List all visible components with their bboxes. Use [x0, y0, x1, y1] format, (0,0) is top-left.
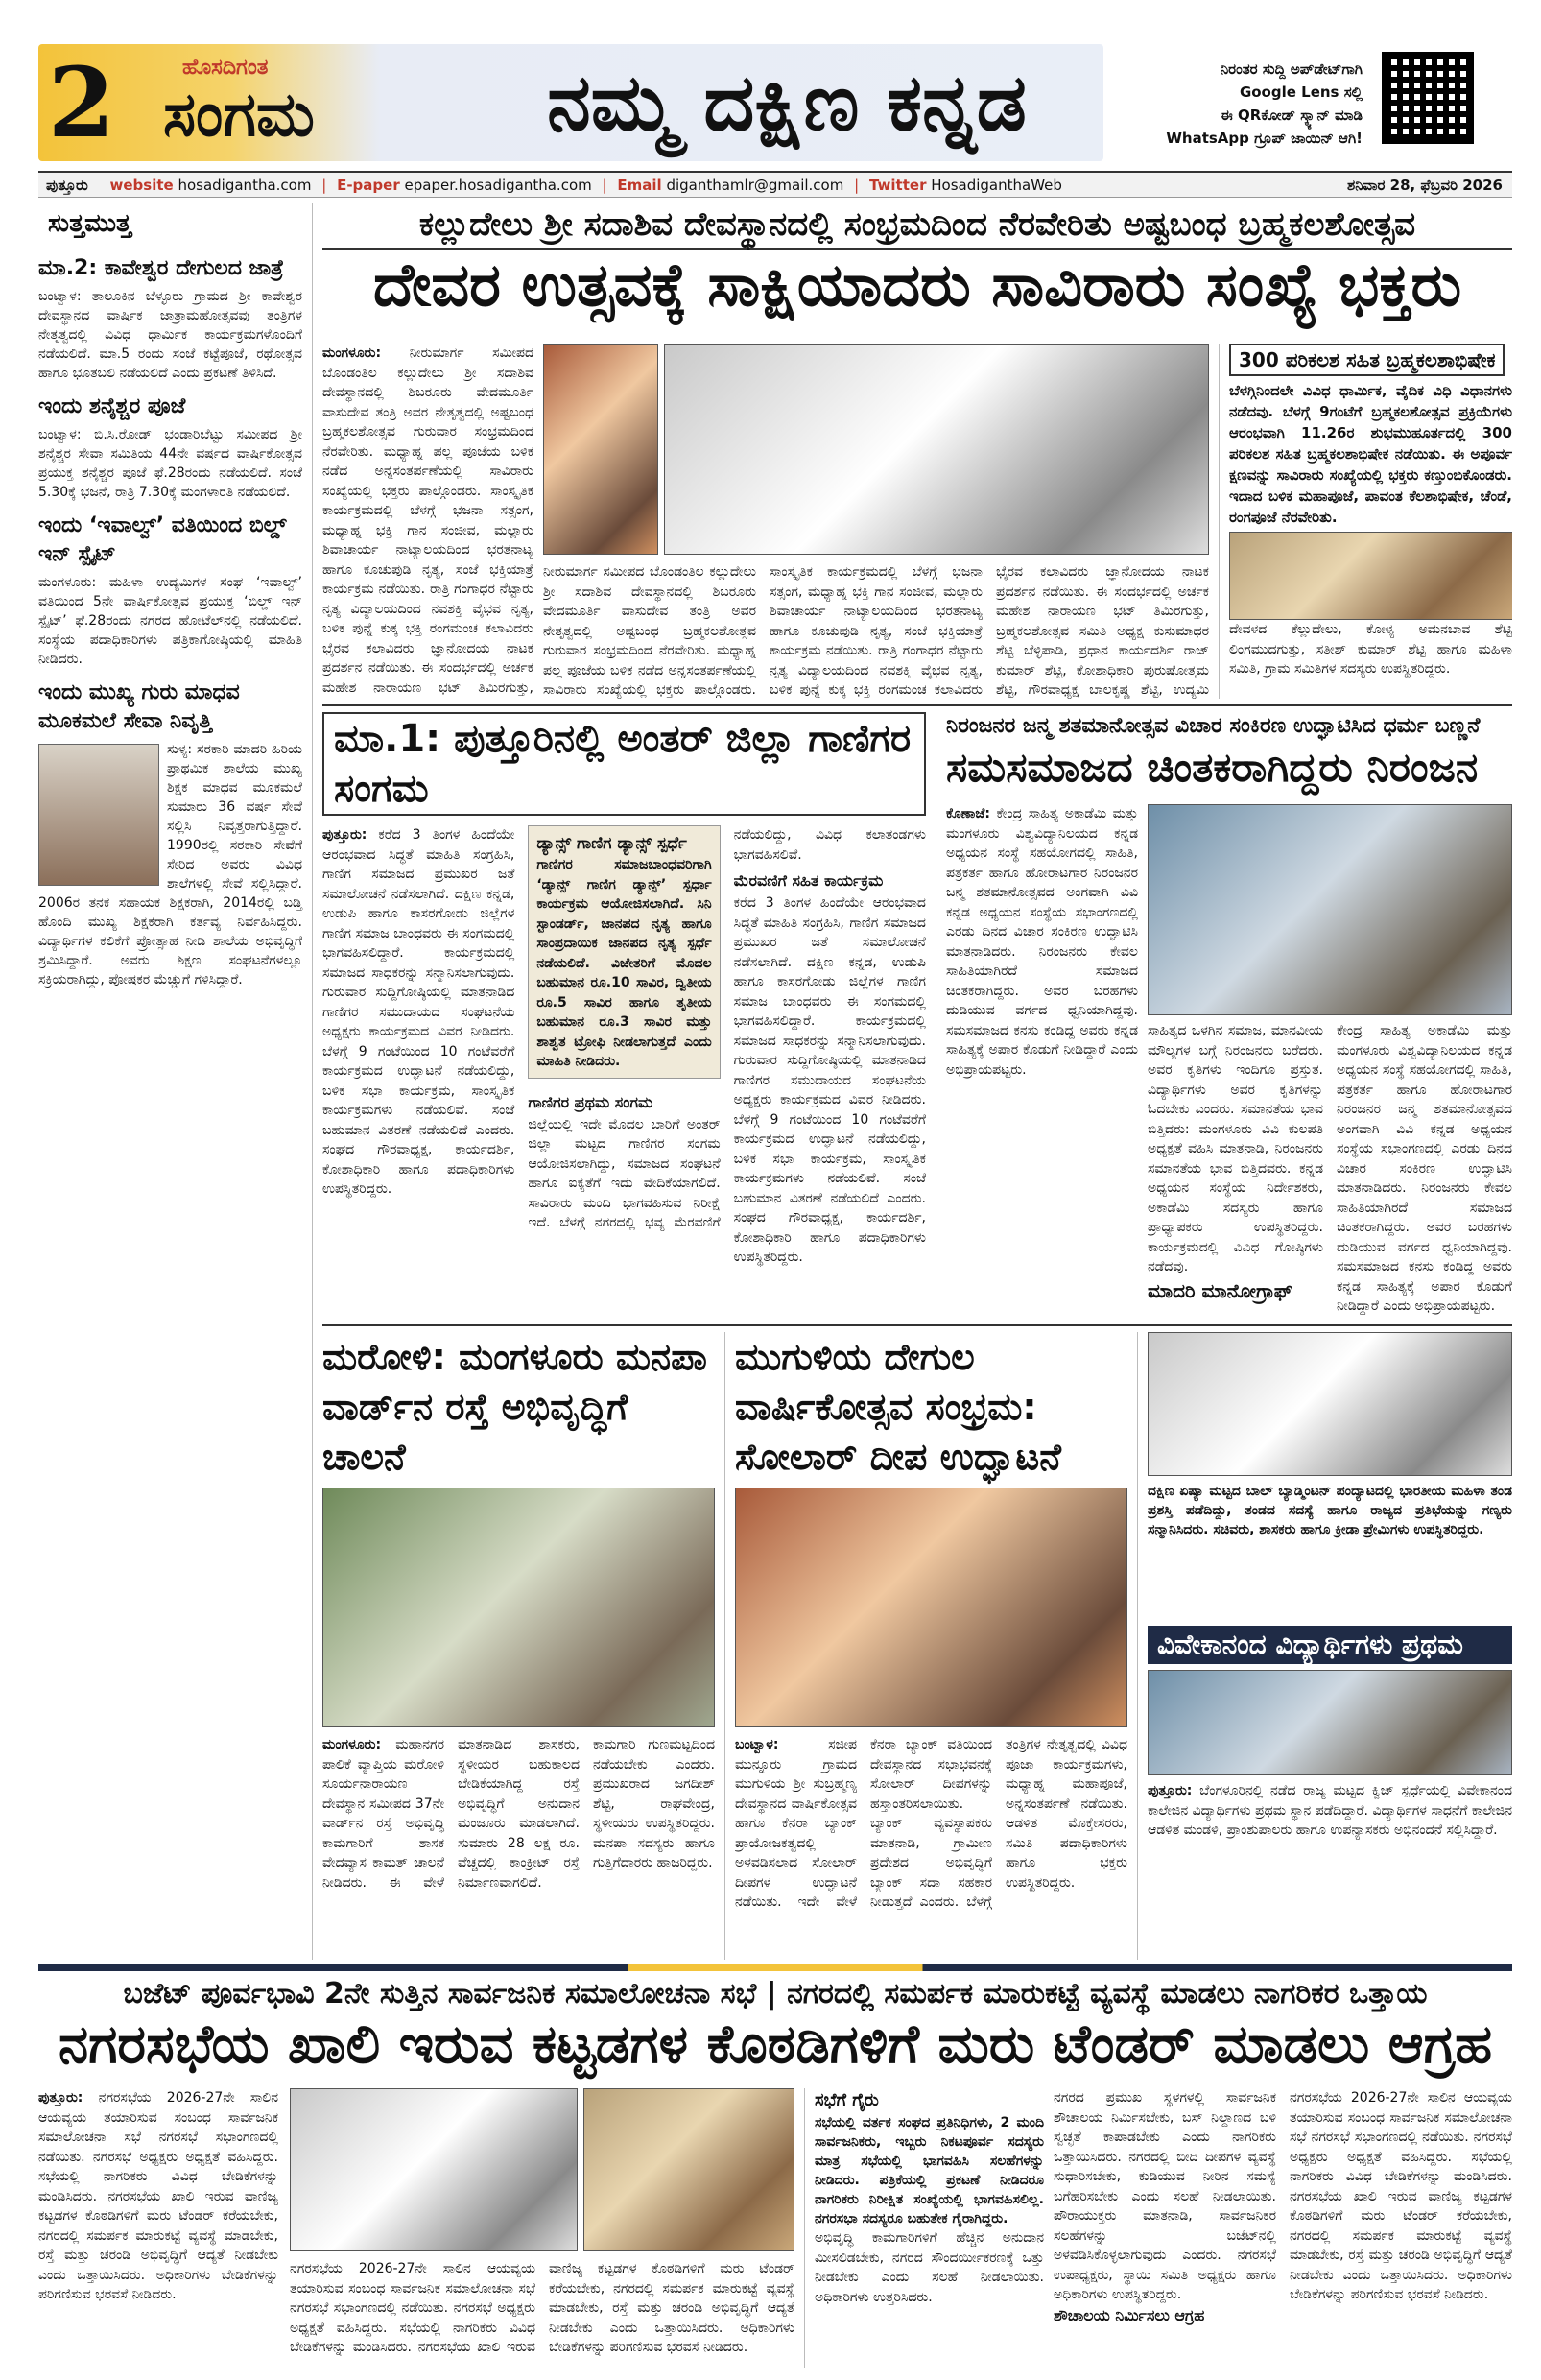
- story-kicker: ಕಲ್ಲುದೇಲು ಶ್ರೀ ಸದಾಶಿವ ದೇವಸ್ಥಾನದಲ್ಲಿ ಸಂಭ್ರಮದಿಂದ ನೆರವೇರಿತು ಅಷ್ಟಬಂಧ ಬ್ರಹ್ಮಕಲಶೋತ್ಸವ: [322, 203, 1512, 250]
- divider: [322, 1324, 1512, 1326]
- brief-text: ಮಂಗಳೂರು: ಮಹಿಳಾ ಉದ್ಯಮಿಗಳ ಸಂಘ ‘ಇವಾಲ್ವ್’ ವತಿಯಿಂದ 5ನೇ ವಾರ್ಷಿಕೋತ್ಸವ ಪ್ರಯುಕ್ತ ‘ಬಿಲ್ಡ್ ಇನ್ ಸ್ಪೈಟ್’ ಫೆ.28ರಂದು ನಗರದ ಹೋಟೆಲ್‌ನಲ್ಲಿ ನಡೆಯಲಿದೆ. ಸಂಸ್ಥೆಯ ಪದಾಧಿಕಾರಿಗಳು ಪತ್ರಿಕಾಗೋಷ್ಠಿಯಲ್ಲಿ ಮಾಹಿತಿ ನೀಡಿದರು.: [38, 575, 302, 667]
- inset-text: ಗಾಣಿಗರ ಸಮಾಜಬಾಂಧವರಿಗಾಗಿ ‘ಡ್ಯಾನ್ಸ್ ಗಾಣಿಗ ಡ್ಯಾನ್ಸ್’ ಸ್ಪರ್ಧಾ ಕಾರ್ಯಕ್ರಮ ಆಯೋಜಿಸಲಾಗಿದೆ. ಸಿನಿ ಸ್ಟಾಂಡರ್ಡ್, ಜಾನಪದ ನೃತ್ಯ ಹಾಗೂ ಸಾಂಪ್ರದಾಯಿಕ ಜಾನಪದ ನೃತ್ಯ ಸ್ಪರ್ಧೆ ನಡೆಯಲಿದೆ. ವಿಜೇತರಿಗೆ ಮೊದಲ ಬಹುಮಾನ ರೂ.10 ಸಾವಿರ, ದ್ವಿತೀಯ ರೂ.5 ಸಾವಿರ ಹಾಗೂ ತೃತೀಯ ಬಹುಮಾನ ರೂ.3 ಸಾವಿರ ಮತ್ತು ಶಾಶ್ವತ ಟ್ರೋಫಿ ನೀಡಲಾಗುತ್ತದೆ ಎಂದು ಮಾಹಿತಿ ನೀಡಿದರು.: [536, 857, 712, 1069]
- top-story: [322, 203, 1512, 706]
- website-link[interactable]: hosadigantha.com: [178, 177, 312, 194]
- brief-headline: ಇಂದು ಮುಖ್ಯ ಗುರು ಮಾಧವ ಮೂಕಮಲೆ ಸೇವಾ ನಿವೃತ್ತಿ: [38, 680, 240, 733]
- city-label: ಪುತ್ತೂರು: [46, 177, 88, 194]
- qr-instructions: ನಿರಂತರ ಸುದ್ದಿ ಅಪ್‌ಡೇಟ್‌ಗಾಗಿ Google Lens ಸಲ್ಲಿ ಈ QRಕೋಡ್ ಸ್ಕ್ಯಾನ್ ಮಾಡಿ WhatsApp ಗ್ರೂಪ್ ಜಾಯಿನ್ ಆಗಿ!: [1166, 60, 1363, 147]
- story-text: ಪುತ್ತೂರು: ಕರೆದ 3 ತಿಂಗಳ ಹಿಂದೆಯೇ ಆರಂಭವಾದ ಸಿದ್ಧತೆ ಮಾಹಿತಿ ಸಂಗ್ರಹಿಸಿ, ಗಾಣಿಗ ಸಮಾಜದ ಪ್ರಮುಖರ ಜತೆ ಸಮಾಲೋಚನೆ ನಡೆಸಲಾಗಿದೆ. ದಕ್ಷಿಣ ಕನ್ನಡ, ಉಡುಪಿ ಹಾಗೂ ಕಾಸರಗೋಡು ಜಿಲ್ಲೆಗಳ ಗಾಣಿಗ ಸಮಾಜ ಬಾಂಧವರು ಈ ಸಂಗಮದಲ್ಲಿ ಭಾಗವಹಿಸಲಿದ್ದಾರೆ. ಕಾರ್ಯಕ್ರಮದಲ್ಲಿ ಸಮಾಜದ ಸಾಧಕರನ್ನು ಸನ್ಮಾನಿಸಲಾಗುವುದು. ಗುರುವಾರ ಸುದ್ದಿಗೋಷ್ಠಿಯಲ್ಲಿ ಮಾತನಾಡಿದ ಗಾಣಿಗರ ಸಮುದಾಯದ ಸಂಘಟನೆಯ ಅಧ್ಯಕ್ಷರು ಕಾರ್ಯಕ್ರಮದ ವಿವರ ನೀಡಿದರು. ಬೆಳಗ್ಗೆ 9 ಗಂಟೆಯಿಂದ 10 ಗಂಟೆವರೆಗೆ ಕಾರ್ಯಕ್ರಮದ ಉದ್ಘಾಟನೆ ನಡೆಯಲಿದ್ದು, ಬಳಿಕ ಸಭಾ ಕಾರ್ಯಕ್ರಮ, ಸಾಂಸ್ಕೃತಿಕ ಕಾರ್ಯಕ್ರಮಗಳು ನಡೆಯಲಿವೆ. ಸಂಜೆ ಬಹುಮಾನ ವಿತರಣೆ ನಡೆಯಲಿದೆ ಎಂದರು. ಸಂಘದ ಗೌರವಾಧ್ಯಕ್ಷ, ಕಾರ್ಯದರ್ಶಿ, ಕೋಶಾಧಿಕಾರಿ ಹಾಗೂ ಪದಾಧಿಕಾರಿಗಳು ಉಪಸ್ಥಿತರಿದ್ದರು.: [322, 827, 515, 1197]
- municipal-council-story: [38, 1975, 1512, 2368]
- story-text-continued: ನಗರದ ಪ್ರಮುಖ ಸ್ಥಳಗಳಲ್ಲಿ ಸಾರ್ವಜನಿಕ ಶೌಚಾಲಯ ನಿರ್ಮಿಸಬೇಕು, ಬಸ್ ನಿಲ್ದಾಣದ ಬಳಿ ಸ್ವಚ್ಛತೆ ಕಾಪಾಡಬೇಕು ಎಂದು ನಾಗರಿಕರು ಒತ್ತಾಯಿಸಿದರು. ನಗರದಲ್ಲಿ ಬೀದಿ ದೀಪಗಳ ವ್ಯವಸ್ಥೆ ಸುಧಾರಿಸಬೇಕು, ಕುಡಿಯುವ ನೀರಿನ ಸಮಸ್ಯೆ ಬಗೆಹರಿಸಬೇಕು ಎಂದು ಸಲಹೆ ನೀಡಲಾಯಿತು. ಪೌರಾಯುಕ್ತರು ಮಾತನಾಡಿ, ಸಾರ್ವಜನಿಕರ ಸಲಹೆಗಳನ್ನು ಬಜೆಟ್‌ನಲ್ಲಿ ಅಳವಡಿಸಿಕೊಳ್ಳಲಾಗುವುದು ಎಂದರು. ನಗರಸಭೆ ಉಪಾಧ್ಯಕ್ಷರು, ಸ್ಥಾಯಿ ಸಮಿತಿ ಅಧ್ಯಕ್ಷರು ಹಾಗೂ ಅಧಿಕಾರಿಗಳು ಉಪಸ್ಥಿತರಿದ್ದರು. ಶೌಚಾಲಯ ನಿರ್ಮಿಸಲು ಆಗ್ರಹ ನಗರಸಭೆಯ 2026-27ನೇ ಸಾಲಿನ ಆಯವ್ಯಯ ತಯಾರಿಸುವ ಸಂಬಂಧ ಸಾರ್ವಜನಿಕ ಸಮಾಲೋಚನಾ ಸಭೆ ನಗರಸಭೆ ಸಭಾಂಗಣದಲ್ಲಿ ನಡೆಯಿತು. ನಗರಸಭೆ ಅಧ್ಯಕ್ಷರು ಅಧ್ಯಕ್ಷತೆ ವಹಿಸಿದ್ದರು. ಸಭೆಯಲ್ಲಿ ನಾಗರಿಕರು ವಿವಿಧ ಬೇಡಿಕೆಗಳನ್ನು ಮಂಡಿಸಿದರು. ನಗರಸಭೆಯ ಖಾಲಿ ಇರುವ ವಾಣಿಜ್ಯ ಕಟ್ಟಡಗಳ ಕೊಠಡಿಗಳಿಗೆ ಮರು ಟೆಂಡರ್ ಕರೆಯಬೇಕು, ನಗರದಲ್ಲಿ ಸಮರ್ಪಕ ಮಾರುಕಟ್ಟೆ ವ್ಯವಸ್ಥೆ ಮಾಡಬೇಕು, ರಸ್ತೆ ಮತ್ತು ಚರಂಡಿ ಅಭಿವೃದ್ಧಿಗೆ ಆದ್ಯತೆ ನೀಡಬೇಕು ಎಂದು ಒತ್ತಾಯಿಸಿದರು. ಅಧಿಕಾರಿಗಳು ಬೇಡಿಕೆಗಳನ್ನು ಪರಿಗಣಿಸುವ ಭರವಸೆ ನೀಡಿದರು.: [1054, 2090, 1512, 2324]
- temple-photo: [735, 1488, 1127, 1727]
- brief-text: ಸುಳ್ಯ: ಸರಕಾರಿ ಮಾದರಿ ಹಿರಿಯ ಪ್ರಾಥಮಿಕ ಶಾಲೆಯ ಮುಖ್ಯ ಶಿಕ್ಷಕ ಮಾಧವ ಮೂಕಮಲೆ ಸುಮಾರು 36 ವರ್ಷ ಸೇವೆ ಸಲ್ಲಿಸಿ ನಿವೃತ್ತರಾಗುತ್ತಿದ್ದಾರೆ. 1990ರಲ್ಲಿ ಸರಕಾರಿ ಸೇವೆಗೆ ಸೇರಿದ ಅವರು ವಿವಿಧ ಶಾಲೆಗಳಲ್ಲಿ ಸೇವೆ ಸಲ್ಲಿಸಿದ್ದಾರೆ. 2006ರ ತನಕ ಸಹಾಯಕ ಶಿಕ್ಷಕರಾಗಿ, 2014ರಲ್ಲಿ ಬಡ್ತಿ ಹೊಂದಿ ಮುಖ್ಯ ಶಿಕ್ಷಕರಾಗಿ ಕರ್ತವ್ಯ ನಿರ್ವಹಿಸಿದ್ದರು. ವಿದ್ಯಾರ್ಥಿಗಳ ಕಲಿಕೆಗೆ ಪ್ರೋತ್ಸಾಹ ನೀಡಿ ಶಾಲೆಯ ಅಭಿವೃದ್ಧಿಗೆ ಶ್ರಮಿಸಿದ್ದಾರೆ. ಅವರು ಶಿಕ್ಷಣ ಸಂಘಟನೆಗಳಲ್ಲೂ ಸಕ್ರಿಯರಾಗಿದ್ದು, ಪೋಷಕರ ಮೆಚ್ಚುಗೆ ಗಳಿಸಿದ್ದಾರೆ.: [38, 742, 302, 988]
- vivekananda-story: [1148, 1626, 1512, 1960]
- supplement-name: ಸಂಗಮ: [163, 80, 315, 151]
- story-headline: ಮರೋಳಿ: ಮಂಗಳೂರು ಮನಪಾ ವಾರ್ಡ್‌ನ ರಸ್ತೆ ಅಭಿವೃದ್ಧಿಗೆ ಚಾಲನೆ: [322, 1336, 707, 1478]
- issue-date: ಶನಿವಾರ 28, ಫೆಬ್ರವರಿ 2026: [1347, 177, 1503, 194]
- subheading: ಮಾದರಿ ಮಾನೋಗ್ರಾಫ್: [1148, 1278, 1293, 1302]
- story-kicker: ನಿರಂಜನರ ಜನ್ಮ ಶತಮಾನೋತ್ಸವ ವಿಚಾರ ಸಂಕಿರಣ ಉದ್ಘಾಟಿಸಿದ ಧರ್ಮ ಬಣ್ಣನೆ: [946, 714, 1481, 738]
- left-briefs-column: [38, 203, 313, 1960]
- story-headline: ಮಾ.1: ಪುತ್ತೂರಿನಲ್ಲಿ ಅಂತರ್ ಜಿಲ್ಲಾ ಗಾಣಿಗರ ಸಂಗಮ: [322, 712, 926, 816]
- sidebar-text: ಅಭಿವೃದ್ಧಿ ಕಾಮಗಾರಿಗಳಿಗೆ ಹೆಚ್ಚಿನ ಅನುದಾನ ಮೀಸಲಿಡಬೇಕು, ನಗರದ ಸೌಂದರ್ಯೀಕರಣಕ್ಕೆ ಒತ್ತು ನೀಡಬೇಕು ಎಂದು ಸಲಹೆ ನೀಡಲಾಯಿತು. ಅಧಿಕಾರಿಗಳು ಉತ್ತರಿಸಿದರು.: [815, 2230, 1044, 2305]
- brief-headline: ಇಂದು ‘ಇವಾಲ್ವ್’ ವತಿಯಿಂದ ಬಿಲ್ಡ್ ಇನ್ ಸ್ಪೈಟ್: [38, 513, 287, 566]
- sidebar-box: [804, 2088, 1044, 2368]
- inset-box: [528, 825, 720, 1079]
- brief-text: ಬಂಟ್ವಾಳ: ತಾಲೂಕಿನ ಬೆಳ್ಳೂರು ಗ್ರಾಮದ ಶ್ರೀ ಕಾವೇಶ್ವರ ದೇವಸ್ಥಾನದ ವಾರ್ಷಿಕ ಜಾತ್ರಾಮಹೋತ್ಸವವು ತಂತ್ರಿಗಳ ನೇತೃತ್ವದಲ್ಲಿ ವಿವಿಧ ಧಾರ್ಮಿಕ ಕಾರ್ಯಕ್ರಮಗಳೊಂದಿಗೆ ನಡೆಯಲಿದೆ. ಮಾ.5 ರಂದು ಸಂಜೆ ಕಟ್ಟೆಪೂಜೆ, ರಥೋತ್ಸವ ಹಾಗೂ ಭೂತಬಲಿ ನಡೆಯಲಿದೆ ಎಂದು ಪ್ರಕಟಣೆ ತಿಳಿಸಿದೆ.: [38, 289, 302, 381]
- students-photo: [1148, 1670, 1512, 1775]
- story-text: ಪುತ್ತೂರು: ಬೆಂಗಳೂರಿನಲ್ಲಿ ನಡೆದ ರಾಜ್ಯ ಮಟ್ಟದ ಕ್ವಿಜ್ ಸ್ಪರ್ಧೆಯಲ್ಲಿ ವಿವೇಕಾನಂದ ಕಾಲೇಜಿನ ವಿದ್ಯಾರ್ಥಿಗಳು ಪ್ರಥಮ ಸ್ಥಾನ ಪಡೆದಿದ್ದಾರೆ. ವಿದ್ಯಾರ್ಥಿಗಳ ಸಾಧನೆಗೆ ಕಾಲೇಜಿನ ಆಡಳಿತ ಮಂಡಳಿ, ಪ್ರಾಂಶುಪಾಲರು ಹಾಗೂ ಉಪನ್ಯಾಸಕರು ಅಭಿನಂದನೆ ಸಲ್ಲಿಸಿದ್ದಾರೆ.: [1148, 1783, 1512, 1838]
- portrait-photo: [38, 744, 159, 886]
- publication-name: ಹೊಸದಿಗಂತ: [182, 56, 269, 80]
- column-title: ಸುತ್ತಮುತ್ತ: [48, 209, 132, 238]
- story-headline: ವಿವೇಕಾನಂದ ವಿದ್ಯಾರ್ಥಿಗಳು ಪ್ರಥಮ: [1148, 1626, 1512, 1664]
- brief-article: [38, 512, 302, 669]
- seminar-photo: [1148, 804, 1512, 1015]
- deity-photo: [543, 344, 658, 555]
- section-divider-band: [38, 1964, 1512, 1971]
- sidebar-text: ದೇವಳದ ಕೆಲ್ಲುದೇಲು, ಕೋಳ್ಯ ಅಮನಬಾವ ಶೆಟ್ಟಿ ಲಿಂಗಮುದಗುತ್ತು, ಸತೀಶ್ ಕುಮಾರ್ ಶೆಟ್ಟಿ ಹಾಗೂ ಮಹಿಳಾ ಸಮಿತಿ, ಗ್ರಾಮ ಸಮಿತಿಗಳ ಸದಸ್ಯರು ಉಪಸ್ಥಿತರಿದ್ದರು.: [1229, 622, 1512, 677]
- photo-caption: ದಕ್ಷಿಣ ಏಷ್ಯಾ ಮಟ್ಟದ ಬಾಲ್ ಬ್ಯಾಡ್ಮಿಂಟನ್ ಪಂದ್ಯಾಟದಲ್ಲಿ ಭಾರತೀಯ ಮಹಿಳಾ ತಂಡ ಪ್ರಶಸ್ತಿ ಪಡೆದಿದ್ದು, ತಂಡದ ಸದಸ್ಯೆ ಹಾಗೂ ರಾಜ್ಯದ ಪ್ರತಿಭೆಯನ್ನು ಗಣ್ಯರು ಸನ್ಮಾನಿಸಿದರು. ಸಚಿವರು, ಶಾಸಕರು ಹಾಗೂ ಕ್ರೀಡಾ ಪ್ರೇಮಿಗಳು ಉಪಸ್ಥಿತರಿದ್ದರು.: [1148, 1484, 1512, 1537]
- road-inauguration-photo: [322, 1488, 715, 1727]
- sidebar-lead: ಸಭೆಯಲ್ಲಿ ವರ್ತಕ ಸಂಘದ ಪ್ರತಿನಿಧಿಗಳು, 2 ಮಂದಿ ಸಾರ್ವಜನಿಕರು, ಇಬ್ಬರು ನಿಕಟಪೂರ್ವ ಸದಸ್ಯರು ಮಾತ್ರ ಸಭೆಯಲ್ಲಿ ಭಾಗವಹಿಸಿ ಸಲಹೆಗಳನ್ನು ನೀಡಿದರು. ಪತ್ರಿಕೆಯಲ್ಲಿ ಪ್ರಕಟಣೆ ನೀಡಿದರೂ ನಾಗರಿಕರು ನಿರೀಕ್ಷಿತ ಸಂಖ್ಯೆಯಲ್ಲಿ ಭಾಗವಹಿಸಲಿಲ್ಲ. ನಗರಸಭಾ ಸದಸ್ಯರೂ ಬಹುತೇಕ ಗೈರಾಗಿದ್ದರು.: [815, 2115, 1044, 2226]
- twitter-link[interactable]: HosadiganthaWeb: [931, 177, 1062, 194]
- brief-article: [38, 254, 302, 383]
- ceremony-photo: [664, 344, 1209, 555]
- subheading: ಗಾಣಿಗರ ಪ್ರಥಮ ಸಂಗಮ: [528, 1092, 653, 1111]
- subheading: ಶೌಚಾಲಯ ನಿರ್ಮಿಸಲು ಆಗ್ರಹ: [1054, 2305, 1205, 2324]
- story-headline: ದೇವರ ಉತ್ಸವಕ್ಕೆ ಸಾಕ್ಷಿಯಾದರು ಸಾವಿರಾರು ಸಂಖ್ಯೆ ಭಕ್ತರು: [372, 250, 1462, 320]
- sidebar-photo: [1229, 532, 1512, 620]
- story-text: ಮಂಗಳೂರು: ಮಹಾನಗರ ಪಾಲಿಕೆ ವ್ಯಾಪ್ತಿಯ ಮರೋಳಿ ಸೂರ್ಯನಾರಾಯಣ ದೇವಸ್ಥಾನ ಸಮೀಪದ 37ನೇ ವಾರ್ಡ್‌ನ ರಸ್ತೆ ಅಭಿವೃದ್ಧಿ ಕಾಮಗಾರಿಗೆ ಶಾಸಕ ವೇದವ್ಯಾಸ ಕಾಮತ್ ಚಾಲನೆ ನೀಡಿದರು. ಈ ವೇಳೆ ಮಾತನಾಡಿದ ಶಾಸಕರು, ಸ್ಥಳೀಯರ ಬಹುಕಾಲದ ಬೇಡಿಕೆಯಾಗಿದ್ದ ರಸ್ತೆ ಅಭಿವೃದ್ಧಿಗೆ ಅನುದಾನ ಮಂಜೂರು ಮಾಡಲಾಗಿದೆ. ಸುಮಾರು 28 ಲಕ್ಷ ರೂ. ವೆಚ್ಚದಲ್ಲಿ ಕಾಂಕ್ರೀಟ್ ರಸ್ತೆ ನಿರ್ಮಾಣವಾಗಲಿದೆ. ಕಾಮಗಾರಿ ಗುಣಮಟ್ಟದಿಂದ ನಡೆಯಬೇಕು ಎಂದರು. ಪ್ರಮುಖರಾದ ಜಗದೀಶ್ ಶೆಟ್ಟಿ, ರಾಘವೇಂದ್ರ, ಸ್ಥಳೀಯರು ಉಪಸ್ಥಿತರಿದ್ದರು. ಮನಪಾ ಸದಸ್ಯರು ಹಾಗೂ ಗುತ್ತಿಗೆದಾರರು ಹಾಜರಿದ್ದರು.: [322, 1737, 715, 1891]
- niranjana-story: [946, 712, 1512, 1322]
- qr-code-icon[interactable]: [1382, 52, 1474, 144]
- story-text: ಜಿಲ್ಲೆಯಲ್ಲಿ ಇದೇ ಮೊದಲ ಬಾರಿಗೆ ಅಂತರ್ ಜಿಲ್ಲಾ ಮಟ್ಟದ ಗಾಣಿಗರ ಸಂಗಮ ಆಯೋಜಿಸಲಾಗಿದ್ದು, ಸಮಾಜದ ಸಂಘಟನೆ ಹಾಗೂ ಐಕ್ಯತೆಗೆ ಇದು ವೇದಿಕೆಯಾಗಲಿದೆ. ಸಾವಿರಾರು ಮಂದಿ ಭಾಗವಹಿಸುವ ನಿರೀಕ್ಷೆ ಇದೆ. ಬೆಳಗ್ಗೆ ನಗರದಲ್ಲಿ ಭವ್ಯ ಮೆರವಣಿಗೆ ನಡೆಯಲಿದ್ದು, ವಿವಿಧ ಕಲಾತಂಡಗಳು ಭಾಗವಹಿಸಲಿವೆ.: [528, 827, 926, 1230]
- story-headline: ನಗರಸಭೆಯ ಖಾಲಿ ಇರುವ ಕಟ್ಟಡಗಳ ಕೊಠಡಿಗಳಿಗೆ ಮರು ಟೆಂಡರ್ ಮಾಡಲು ಆಗ್ರಹ: [58, 2013, 1493, 2076]
- ganiga-story: [322, 712, 936, 1322]
- sidebar-lead: ಬೆಳಗ್ಗಿನಿಂದಲೇ ವಿವಿಧ ಧಾರ್ಮಿಕ, ವೈದಿಕ ವಿಧಿ ವಿಧಾನಗಳು ನಡೆದವು. ಬೆಳಗ್ಗೆ 9ಗಂಟೆಗೆ ಬ್ರಹ್ಮಕಲಶೋತ್ಸವ ಪ್ರಕ್ರಿಯೆಗಳು ಆರಂಭವಾಗಿ 11.26ರ ಶುಭಮುಹೂರ್ತದಲ್ಲಿ 300 ಪರಿಕಲಶ ಸಹಿತ ಬ್ರಹ್ಮಕಲಶಾಭಿಷೇಕ ನಡೆಯಿತು. ಈ ಅಪೂರ್ವ ಕ್ಷಣವನ್ನು ಸಾವಿರಾರು ಸಂಖ್ಯೆಯಲ್ಲಿ ಭಕ್ತರು ಕಣ್ತುಂಬಿಕೊಂಡರು. ಇದಾದ ಬಳಿಕ ಮಹಾಪೂಜೆ, ಪಾವಂತ ಕೆಲಶಾಭಿಷೇಕ, ಚೆಂಡೆ, ರಂಗಪೂಜೆ ನೆರವೇರಿತು.: [1229, 382, 1512, 526]
- brief-headline: ಇಂದು ಶನೈಶ್ಚರ ಪೂಜೆ: [38, 394, 186, 418]
- story-text: ಮಂಗಳೂರು: ನೀರುಮಾರ್ಗ ಸಮೀಪದ ಬೊಂಡಂತಿಲ ಕಲ್ಲುದೇಲು ಶ್ರೀ ಸದಾಶಿವ ದೇವಸ್ಥಾನದಲ್ಲಿ ಶಿಬರೂರು ವೇದಮೂರ್ತಿ ವಾಸುದೇವ ತಂತ್ರಿ ಅವರ ನೇತೃತ್ವದಲ್ಲಿ ಅಷ್ಟಬಂಧ ಬ್ರಹ್ಮಕಲಶೋತ್ಸವ ಗುರುವಾರ ಸಂಭ್ರಮದಿಂದ ನೆರವೇರಿತು. ಮಧ್ಯಾಹ್ನ ಪಲ್ಲ ಪೂಜೆಯ ಬಳಿಕ ನಡೆದ ಅನ್ನಸಂತರ್ಪಣೆಯಲ್ಲಿ ಸಾವಿರಾರು ಸಂಖ್ಯೆಯಲ್ಲಿ ಭಕ್ತರು ಪಾಲ್ಗೊಂಡರು. ಸಾಂಸ್ಕೃತಿಕ ಕಾರ್ಯಕ್ರಮದಲ್ಲಿ ಬೆಳಗ್ಗೆ ಭಜನಾ ಸತ್ಸಂಗ, ಮಧ್ಯಾಹ್ನ ಭಕ್ತಿ ಗಾನ ಸಂಜೀವ, ಮಲ್ಲಾರು ಶಿವಾಚಾರ್ಯ ನಾಟ್ಯಾಲಯದಿಂದ ಭರತನಾಟ್ಯ ಹಾಗೂ ಕೂಚುಪುಡಿ ನೃತ್ಯ, ಸಂಜೆ ಭಕ್ತಿಯಾತ್ರೆ ಕಾರ್ಯಕ್ರಮ ನಡೆಯಿತು. ರಾತ್ರಿ ಗಂಗಾಧರ ನೆಟ್ಟಾರು ನೃತ್ಯ ವಿದ್ಯಾಲಯದಿಂದ ನವಶಕ್ತಿ ವೈಭವ ನೃತ್ಯ, ಬಳಿಕ ಪುನ್ನೆ ಕುಕ್ಕ ಭಕ್ತಿ ರಂಗಮಂಚ ಕಲಾವಿದರು ಭೈರವ ಕಲಾವಿದರು ಜ್ಞಾನೋದಯ ನಾಟಕ ಪ್ರದರ್ಶನ ನಡೆಯಿತು. ಈ ಸಂದರ್ಭದಲ್ಲಿ ಅರ್ಚಕ ಮಹೇಶ ನಾರಾಯಣ ಭಟ್ ತಿಮಿರಗುತ್ತು,: [322, 345, 533, 696]
- story-text: ಬಂಟ್ವಾಳ: ಸಜೀಪ ಮುನ್ನೂರು ಗ್ರಾಮದ ಮುಗುಳಿಯ ಶ್ರೀ ಸುಬ್ರಹ್ಮಣ್ಯ ದೇವಸ್ಥಾನದ ವಾರ್ಷಿಕೋತ್ಸವ ಹಾಗೂ ಕೆನರಾ ಬ್ಯಾಂಕ್ ಪ್ರಾಯೋಜಕತ್ವದಲ್ಲಿ ಅಳವಡಿಸಲಾದ ಸೋಲಾರ್ ದೀಪಗಳ ಉದ್ಘಾಟನೆ ನಡೆಯಿತು. ಇದೇ ವೇಳೆ ಕೆನರಾ ಬ್ಯಾಂಕ್ ವತಿಯಿಂದ ದೇವಸ್ಥಾನದ ಸಭಾಭವನಕ್ಕೆ ಸೋಲಾರ್ ದೀಪಗಳನ್ನು ಹಸ್ತಾಂತರಿಸಲಾಯಿತು. ಬ್ಯಾಂಕ್ ವ್ಯವಸ್ಥಾಪಕರು ಮಾತನಾಡಿ, ಗ್ರಾಮೀಣ ಪ್ರದೇಶದ ಅಭಿವೃದ್ಧಿಗೆ ಬ್ಯಾಂಕ್ ಸದಾ ಸಹಕಾರ ನೀಡುತ್ತದೆ ಎಂದರು. ಬೆಳಗ್ಗೆ ತಂತ್ರಿಗಳ ನೇತೃತ್ವದಲ್ಲಿ ವಿವಿಧ ಪೂಜಾ ಕಾರ್ಯಕ್ರಮಗಳು, ಮಧ್ಯಾಹ್ನ ಮಹಾಪೂಜೆ, ಅನ್ನಸಂತರ್ಪಣೆ ನಡೆಯಿತು. ಆಡಳಿತ ಮೊಕ್ತೇಸರರು, ಸಮಿತಿ ಪದಾಧಿಕಾರಿಗಳು ಹಾಗೂ ಭಕ್ತರು ಉಪಸ್ಥಿತರಿದ್ದರು.: [735, 1737, 1127, 1910]
- inset-title: ಡ್ಯಾನ್ಸ್ ಗಾಣಿಗ ಡ್ಯಾನ್ಸ್ ಸ್ಪರ್ಧೆ: [536, 834, 687, 853]
- section-title: ನಮ್ಮ ದಕ್ಷಿಣ ಕನ್ನಡ: [547, 58, 1027, 149]
- story-text-continued: ಸಾಹಿತ್ಯದ ಒಳಗಿನ ಸಮಾಜ, ಮಾನವೀಯ ಮೌಲ್ಯಗಳ ಬಗ್ಗೆ ನಿರಂಜನರು ಬರೆದರು. ಅವರ ಕೃತಿಗಳು ಇಂದಿಗೂ ಪ್ರಸ್ತುತ. ವಿದ್ಯಾರ್ಥಿಗಳು ಅವರ ಕೃತಿಗಳನ್ನು ಓದಬೇಕು ಎಂದರು. ಸಮಾನತೆಯ ಭಾವ ಬಿತ್ತಿದರು: ಮಂಗಳೂರು ವಿವಿ ಕುಲಪತಿ ಅಧ್ಯಕ್ಷತೆ ವಹಿಸಿ ಮಾತನಾಡಿ, ನಿರಂಜನರು ಸಮಾನತೆಯ ಭಾವ ಬಿತ್ತಿದವರು. ಕನ್ನಡ ಅಧ್ಯಯನ ಸಂಸ್ಥೆಯ ನಿರ್ದೇಶಕರು, ಅಕಾಡೆಮಿ ಸದಸ್ಯರು ಹಾಗೂ ಪ್ರಾಧ್ಯಾಪಕರು ಉಪಸ್ಥಿತರಿದ್ದರು. ಕಾರ್ಯಕ್ರಮದಲ್ಲಿ ವಿವಿಧ ಗೋಷ್ಠಿಗಳು ನಡೆದವು. ಮಾದರಿ ಮಾನೋಗ್ರಾಫ್ ಕೇಂದ್ರ ಸಾಹಿತ್ಯ ಅಕಾಡೆಮಿ ಮತ್ತು ಮಂಗಳೂರು ವಿಶ್ವವಿದ್ಯಾನಿಲಯದ ಕನ್ನಡ ಅಧ್ಯಯನ ಸಂಸ್ಥೆ ಸಹಯೋಗದಲ್ಲಿ ಸಾಹಿತಿ, ಪತ್ರಕರ್ತ ಹಾಗೂ ಹೋರಾಟಗಾರ ನಿರಂಜನರ ಜನ್ಮ ಶತಮಾನೋತ್ಸವದ ಅಂಗವಾಗಿ ವಿವಿ ಕನ್ನಡ ಅಧ್ಯಯನ ಸಂಸ್ಥೆಯ ಸಭಾಂಗಣದಲ್ಲಿ ಎರಡು ದಿನದ ವಿಚಾರ ಸಂಕಿರಣ ಉದ್ಘಾಟಿಸಿ ಮಾತನಾಡಿದರು. ನಿರಂಜನರು ಕೇವಲ ಸಾಹಿತಿಯಾಗಿರದೆ ಸಮಾಜದ ಚಿಂತಕರಾಗಿದ್ದರು. ಅವರ ಬರಹಗಳು ದುಡಿಯುವ ವರ್ಗದ ಧ್ವನಿಯಾಗಿದ್ದವು. ಸಮಸಮಾಜದ ಕನಸು ಕಂಡಿದ್ದ ಅವರು ಕನ್ನಡ ಸಾಹಿತ್ಯಕ್ಕೆ ಅಪಾರ ಕೊಡುಗೆ ನೀಡಿದ್ದಾರೆ ಎಂದು ಅಭಿಪ್ರಾಯಪಟ್ಟರು.: [1148, 1023, 1512, 1314]
- story-text-continued: ನೀರುಮಾರ್ಗ ಸಮೀಪದ ಬೊಂಡಂತಿಲ ಕಲ್ಲುದೇಲು ಶ್ರೀ ಸದಾಶಿವ ದೇವಸ್ಥಾನದಲ್ಲಿ ಶಿಬರೂರು ವೇದಮೂರ್ತಿ ವಾಸುದೇವ ತಂತ್ರಿ ಅವರ ನೇತೃತ್ವದಲ್ಲಿ ಅಷ್ಟಬಂಧ ಬ್ರಹ್ಮಕಲಶೋತ್ಸವ ಗುರುವಾರ ಸಂಭ್ರಮದಿಂದ ನೆರವೇರಿತು. ಮಧ್ಯಾಹ್ನ ಪಲ್ಲ ಪೂಜೆಯ ಬಳಿಕ ನಡೆದ ಅನ್ನಸಂತರ್ಪಣೆಯಲ್ಲಿ ಸಾವಿರಾರು ಸಂಖ್ಯೆಯಲ್ಲಿ ಭಕ್ತರು ಪಾಲ್ಗೊಂಡರು. ಸಾಂಸ್ಕೃತಿಕ ಕಾರ್ಯಕ್ರಮದಲ್ಲಿ ಬೆಳಗ್ಗೆ ಭಜನಾ ಸತ್ಸಂಗ, ಮಧ್ಯಾಹ್ನ ಭಕ್ತಿ ಗಾನ ಸಂಜೀವ, ಮಲ್ಲಾರು ಶಿವಾಚಾರ್ಯ ನಾಟ್ಯಾಲಯದಿಂದ ಭರತನಾಟ್ಯ ಹಾಗೂ ಕೂಚುಪುಡಿ ನೃತ್ಯ, ಸಂಜೆ ಭಕ್ತಿಯಾತ್ರೆ ಕಾರ್ಯಕ್ರಮ ನಡೆಯಿತು. ರಾತ್ರಿ ಗಂಗಾಧರ ನೆಟ್ಟಾರು ನೃತ್ಯ ವಿದ್ಯಾಲಯದಿಂದ ನವಶಕ್ತಿ ವೈಭವ ನೃತ್ಯ, ಬಳಿಕ ಪುನ್ನೆ ಕುಕ್ಕ ಭಕ್ತಿ ರಂಗಮಂಚ ಕಲಾವಿದರು ಭೈರವ ಕಲಾವಿದರು ಜ್ಞಾನೋದಯ ನಾಟಕ ಪ್ರದರ್ಶನ ನಡೆಯಿತು. ಈ ಸಂದರ್ಭದಲ್ಲಿ ಅರ್ಚಕ ಮಹೇಶ ನಾರಾಯಣ ಭಟ್ ತಿಮಿರಗುತ್ತು, ಬ್ರಹ್ಮಕಲಶೋತ್ಸವ ಸಮಿತಿ ಅಧ್ಯಕ್ಷ ಕುಸುಮಾಧರ ಶೆಟ್ಟಿ ಬೆಳ್ಳಿಪಾಡಿ, ಪ್ರಧಾನ ಕಾರ್ಯದರ್ಶಿ ರಾಜ್ ಕುಮಾರ್ ಶೆಟ್ಟಿ, ಕೋಶಾಧಿಕಾರಿ ಪುರುಷೋತ್ತಮ ಶೆಟ್ಟಿ, ಗೌರವಾಧ್ಯಕ್ಷ ಬಾಲಕೃಷ್ಣ ಶೆಟ್ಟಿ, ಉದ್ಯಮಿ: [543, 564, 1209, 698]
- maroli-story: [322, 1332, 725, 1960]
- sidebar-title: ಸಭೆಗೆ ಗೈರು: [815, 2090, 879, 2110]
- story-text-continued: ನಗರಸಭೆಯ 2026-27ನೇ ಸಾಲಿನ ಆಯವ್ಯಯ ತಯಾರಿಸುವ ಸಂಬಂಧ ಸಾರ್ವಜನಿಕ ಸಮಾಲೋಚನಾ ಸಭೆ ನಗರಸಭೆ ಸಭಾಂಗಣದಲ್ಲಿ ನಡೆಯಿತು. ನಗರಸಭೆ ಅಧ್ಯಕ್ಷರು ಅಧ್ಯಕ್ಷತೆ ವಹಿಸಿದ್ದರು. ಸಭೆಯಲ್ಲಿ ನಾಗರಿಕರು ವಿವಿಧ ಬೇಡಿಕೆಗಳನ್ನು ಮಂಡಿಸಿದರು. ನಗರಸಭೆಯ ಖಾಲಿ ಇರುವ ವಾಣಿಜ್ಯ ಕಟ್ಟಡಗಳ ಕೊಠಡಿಗಳಿಗೆ ಮರು ಟೆಂಡರ್ ಕರೆಯಬೇಕು, ನಗರದಲ್ಲಿ ಸಮರ್ಪಕ ಮಾರುಕಟ್ಟೆ ವ್ಯವಸ್ಥೆ ಮಾಡಬೇಕು, ರಸ್ತೆ ಮತ್ತು ಚರಂಡಿ ಅಭಿವೃದ್ಧಿಗೆ ಆದ್ಯತೆ ನೀಡಬೇಕು ಎಂದು ಒತ್ತಾಯಿಸಿದರು. ಅಧಿಕಾರಿಗಳು ಬೇಡಿಕೆಗಳನ್ನು ಪರಿಗಣಿಸುವ ಭರವಸೆ ನೀಡಿದರು.: [290, 2261, 794, 2355]
- muguli-temple-story: [735, 1332, 1138, 1960]
- meeting-photo: [583, 2088, 794, 2251]
- brief-text: ಬಂಟ್ವಾಳ: ಬಿ.ಸಿ.ರೋಡ್ ಭಂಡಾರಿಬೆಟ್ಟು ಸಮೀಪದ ಶ್ರೀ ಶನೈಶ್ಚರ ಸೇವಾ ಸಮಿತಿಯ 44ನೇ ವರ್ಷದ ವಾರ್ಷಿಕೋತ್ಸವ ಪ್ರಯುಕ್ತ ಶನೈಶ್ಚರ ಪೂಜೆ ಫೆ.28ರಂದು ನಡೆಯಲಿದೆ. ಸಂಜೆ 5.30ಕ್ಕೆ ಭಜನೆ, ರಾತ್ರಿ 7.30ಕ್ಕೆ ಮಂಗಳಾರತಿ ನಡೆಯಲಿದೆ.: [38, 427, 302, 500]
- epaper-link[interactable]: epaper.hosadigantha.com: [404, 177, 592, 194]
- sidebar-box: [1219, 344, 1512, 699]
- story-text: ಕೊಣಾಜೆ: ಕೇಂದ್ರ ಸಾಹಿತ್ಯ ಅಕಾಡೆಮಿ ಮತ್ತು ಮಂಗಳೂರು ವಿಶ್ವವಿದ್ಯಾನಿಲಯದ ಕನ್ನಡ ಅಧ್ಯಯನ ಸಂಸ್ಥೆ ಸಹಯೋಗದಲ್ಲಿ ಸಾಹಿತಿ, ಪತ್ರಕರ್ತ ಹಾಗೂ ಹೋರಾಟಗಾರ ನಿರಂಜನರ ಜನ್ಮ ಶತಮಾನೋತ್ಸವದ ಅಂಗವಾಗಿ ವಿವಿ ಕನ್ನಡ ಅಧ್ಯಯನ ಸಂಸ್ಥೆಯ ಸಭಾಂಗಣದಲ್ಲಿ ಎರಡು ದಿನದ ವಿಚಾರ ಸಂಕಿರಣ ಉದ್ಘಾಟಿಸಿ ಮಾತನಾಡಿದರು. ನಿರಂಜನರು ಕೇವಲ ಸಾಹಿತಿಯಾಗಿರದೆ ಸಮಾಜದ ಚಿಂತಕರಾಗಿದ್ದರು. ಅವರ ಬರಹಗಳು ದುಡಿಯುವ ವರ್ಗದ ಧ್ವನಿಯಾಗಿದ್ದವು. ಸಮಸಮಾಜದ ಕನಸು ಕಂಡಿದ್ದ ಅವರು ಕನ್ನಡ ಸಾಹಿತ್ಯಕ್ಕೆ ಅಪಾರ ಕೊಡುಗೆ ನೀಡಿದ್ದಾರೆ ಎಂದು ಅಭಿಪ್ರಾಯಪಟ್ಟರು.: [946, 806, 1138, 1078]
- info-bar: ಪುತ್ತೂರು website hosadigantha.com | E-paper epaper.hosadigantha.com | Email diganthamlr@gmail.com | Twitter HosadiganthaWeb ಶನಿವಾರ 28, ಫೆಬ್ರವರಿ 2026: [38, 171, 1512, 198]
- meeting-photo: [290, 2088, 578, 2251]
- story-headline: ಸಮಸಮಾಜದ ಚಿಂತಕರಾಗಿದ್ದರು ನಿರಂಜನ: [946, 744, 1479, 791]
- brief-article: [38, 678, 302, 989]
- email-link[interactable]: diganthamlr@gmail.com: [666, 177, 844, 194]
- brief-article: [38, 393, 302, 502]
- page-number: 2: [48, 46, 115, 159]
- story-kicker: ಬಜೆಟ್ ಪೂರ್ವಭಾವಿ 2ನೇ ಸುತ್ತಿನ ಸಾರ್ವಜನಿಕ ಸಮಾಲೋಚನಾ ಸಭೆ | ನಗರದಲ್ಲಿ ಸಮರ್ಪಕ ಮಾರುಕಟ್ಟೆ ವ್ಯವಸ್ಥೆ ಮಾಡಲು ನಾಗರಿಕರ ಒತ್ತಾಯ: [123, 1977, 1428, 2011]
- story-text: ಪುತ್ತೂರು: ನಗರಸಭೆಯ 2026-27ನೇ ಸಾಲಿನ ಆಯವ್ಯಯ ತಯಾರಿಸುವ ಸಂಬಂಧ ಸಾರ್ವಜನಿಕ ಸಮಾಲೋಚನಾ ಸಭೆ ನಗರಸಭೆ ಸಭಾಂಗಣದಲ್ಲಿ ನಡೆಯಿತು. ನಗರಸಭೆ ಅಧ್ಯಕ್ಷರು ಅಧ್ಯಕ್ಷತೆ ವಹಿಸಿದ್ದರು. ಸಭೆಯಲ್ಲಿ ನಾಗರಿಕರು ವಿವಿಧ ಬೇಡಿಕೆಗಳನ್ನು ಮಂಡಿಸಿದರು. ನಗರಸಭೆಯ ಖಾಲಿ ಇರುವ ವಾಣಿಜ್ಯ ಕಟ್ಟಡಗಳ ಕೊಠಡಿಗಳಿಗೆ ಮರು ಟೆಂಡರ್ ಕರೆಯಬೇಕು, ನಗರದಲ್ಲಿ ಸಮರ್ಪಕ ಮಾರುಕಟ್ಟೆ ವ್ಯವಸ್ಥೆ ಮಾಡಬೇಕು, ರಸ್ತೆ ಮತ್ತು ಚರಂಡಿ ಅಭಿವೃದ್ಧಿಗೆ ಆದ್ಯತೆ ನೀಡಬೇಕು ಎಂದು ಒತ್ತಾಯಿಸಿದರು. ಅಧಿಕಾರಿಗಳು ಬೇಡಿಕೆಗಳನ್ನು ಪರಿಗಣಿಸುವ ಭರವಸೆ ನೀಡಿದರು.: [38, 2090, 278, 2302]
- sidebar-title: 300 ಪರಿಕಲಶ ಸಹಿತ ಬ್ರಹ್ಮಕಲಶಾಭಿಷೇಕ: [1229, 344, 1505, 376]
- brief-headline: ಮಾ.2: ಕಾವೇಶ್ವರ ದೇಗುಲದ ಜಾತ್ರೆ: [38, 256, 284, 280]
- felicitation-photo: [1148, 1332, 1512, 1476]
- subheading: ಮೆರವಣಿಗೆ ಸಹಿತ ಕಾರ್ಯಕ್ರಮ: [733, 871, 884, 890]
- story-text: ಕರೆದ 3 ತಿಂಗಳ ಹಿಂದೆಯೇ ಆರಂಭವಾದ ಸಿದ್ಧತೆ ಮಾಹಿತಿ ಸಂಗ್ರಹಿಸಿ, ಗಾಣಿಗ ಸಮಾಜದ ಪ್ರಮುಖರ ಜತೆ ಸಮಾಲೋಚನೆ ನಡೆಸಲಾಗಿದೆ. ದಕ್ಷಿಣ ಕನ್ನಡ, ಉಡುಪಿ ಹಾಗೂ ಕಾಸರಗೋಡು ಜಿಲ್ಲೆಗಳ ಗಾಣಿಗ ಸಮಾಜ ಬಾಂಧವರು ಈ ಸಂಗಮದಲ್ಲಿ ಭಾಗವಹಿಸಲಿದ್ದಾರೆ. ಕಾರ್ಯಕ್ರಮದಲ್ಲಿ ಸಮಾಜದ ಸಾಧಕರನ್ನು ಸನ್ಮಾನಿಸಲಾಗುವುದು. ಗುರುವಾರ ಸುದ್ದಿಗೋಷ್ಠಿಯಲ್ಲಿ ಮಾತನಾಡಿದ ಗಾಣಿಗರ ಸಮುದಾಯದ ಸಂಘಟನೆಯ ಅಧ್ಯಕ್ಷರು ಕಾರ್ಯಕ್ರಮದ ವಿವರ ನೀಡಿದರು. ಬೆಳಗ್ಗೆ 9 ಗಂಟೆಯಿಂದ 10 ಗಂಟೆವರೆಗೆ ಕಾರ್ಯಕ್ರಮದ ಉದ್ಘಾಟನೆ ನಡೆಯಲಿದ್ದು, ಬಳಿಕ ಸಭಾ ಕಾರ್ಯಕ್ರಮ, ಸಾಂಸ್ಕೃತಿಕ ಕಾರ್ಯಕ್ರಮಗಳು ನಡೆಯಲಿವೆ. ಸಂಜೆ ಬಹುಮಾನ ವಿತರಣೆ ನಡೆಯಲಿದೆ ಎಂದರು. ಸಂಘದ ಗೌರವಾಧ್ಯಕ್ಷ, ಕಾರ್ಯದರ್ಶಿ, ಕೋಶಾಧಿಕಾರಿ ಹಾಗೂ ಪದಾಧಿಕಾರಿಗಳು ಉಪಸ್ಥಿತರಿದ್ದರು.: [733, 895, 926, 1265]
- masthead: [38, 44, 1512, 169]
- story-headline: ಮುಗುಳಿಯ ದೇಗುಲ ವಾರ್ಷಿಕೋತ್ಸವ ಸಂಭ್ರಮ: ಸೋಲಾರ್ ದೀಪ ಉದ್ಘಾಟನೆ: [735, 1336, 1061, 1478]
- badminton-photo-story: [1148, 1332, 1512, 1620]
